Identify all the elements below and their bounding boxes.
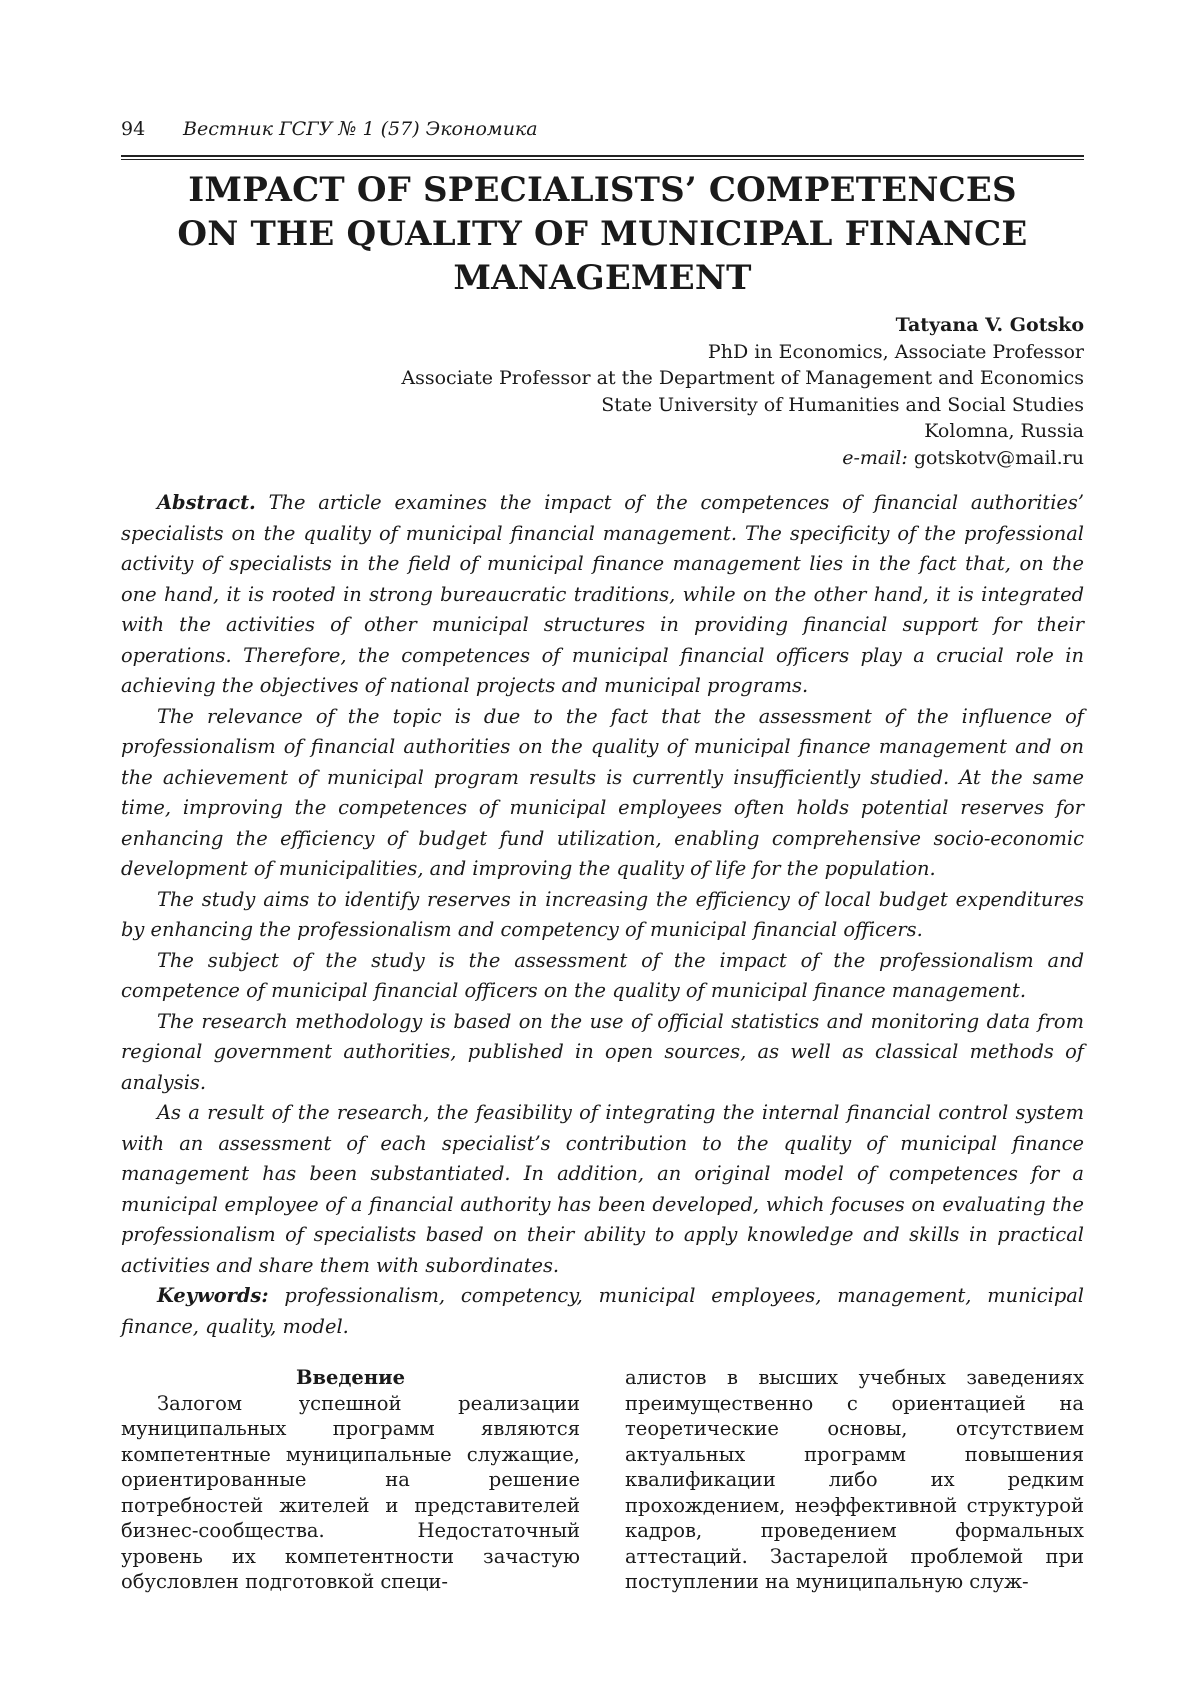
running-header — [121, 118, 1084, 140]
section-heading-introduction: Введение — [296, 1366, 405, 1389]
abstract-text: The article examines the impact of the competences of financial authorities’ specialists on the quality of municipal financial management. The specificity of the professional activity of specialists in the field of municipal finance management lies in the fact that, on the one hand, it is rooted in strong bureaucratic traditions, while on the other hand, it is integrated with the activities of other municipal structures in providing financial support for their operations. Therefore, the competences of municipal financial officers play a crucial role in achieving the objectives of national projects and municipal programs. — [121, 491, 1084, 697]
author-email[interactable]: gotskotv@mail.ru — [913, 446, 1084, 469]
title-line: ON THE QUALITY OF MUNICIPAL FINANCE — [177, 214, 1028, 254]
author-block — [121, 312, 1084, 471]
abstract-paragraph — [121, 488, 1084, 702]
author-name: Tatyana V. Gotsko — [895, 314, 1084, 336]
abstract — [121, 488, 1084, 1342]
author-position: Associate Professor at the Department of Management and Economics — [401, 367, 1084, 389]
body-paragraph: алистов в высших учебных заведениях преимущественно с ориентацией на теоретические основы, отсутствием актуальных программ повышения квалификации либо их редким прохождением, неэффективной структурой кадров, проведением формальных аттестаций. Застарелой проблемой при поступлении на муниципальную служ- — [625, 1366, 1084, 1593]
right-column — [625, 1365, 1084, 1595]
keywords-paragraph — [121, 1281, 1084, 1342]
abstract-paragraph: The research methodology is based on the use of official statistics and monitoring data from regional government authorities, published in open sources, as well as classical methods of analysis. — [121, 1009, 1084, 1094]
title-line: MANAGEMENT — [453, 258, 752, 298]
keywords-lead: Keywords: — [157, 1284, 269, 1307]
abstract-paragraph: The subject of the study is the assessment of the impact of the professionalism and competence of municipal financial officers on the quality of municipal finance management. — [121, 948, 1084, 1002]
body-columns — [121, 1365, 1084, 1595]
left-column — [121, 1365, 580, 1595]
abstract-paragraph: The relevance of the topic is due to the fact that the assessment of the influence of professionalism of financial authorities on the quality of municipal finance management and on the achievement of municipal program results is currently insufficiently studied. At the same time, improving the competences of municipal employees often holds potential reserves for enhancing the efficiency of budget fund utilization, enabling comprehensive socio-economic development of municipalities, and improving the quality of life for the population. — [121, 704, 1084, 880]
title-line: IMPACT OF SPECIALISTS’ COMPETENCES — [188, 170, 1017, 210]
abstract-paragraph: The study aims to identify reserves in increasing the efficiency of local budget expenditures by enhancing the professionalism and competency of municipal financial officers. — [121, 887, 1084, 941]
article-title — [121, 168, 1084, 300]
author-university: State University of Humanities and Social Studies — [601, 393, 1084, 416]
author-email-line — [121, 445, 1084, 472]
header-rule — [121, 155, 1084, 157]
journal-name: Вестник ГСГУ № 1 (57) Экономика — [183, 118, 538, 140]
body-paragraph: Залогом успешной реализации муниципальных программ являются компетентные муниципальные служащие, ориентированные на решение потребностей жителей и представителей бизнес-сообщества. Недостаточный уровень их компетентности зачастую обусловлен подготовкой специ- — [121, 1391, 580, 1593]
page-number: 94 — [121, 118, 146, 140]
abstract-paragraph: As a result of the research, the feasibility of integrating the internal financial control system with an assessment of each specialist’s contribution to the quality of municipal finance management has been substantiated. In addition, an original model of competences for a municipal employee of a financial authority has been developed, which focuses on evaluating the professionalism of specialists based on their ability to apply knowledge and skills in practical activities and share them with subordinates. — [121, 1101, 1084, 1277]
keywords-text: professionalism, competency, municipal employees, management, municipal finance, quality, model. — [121, 1284, 1084, 1338]
author-degree: PhD in Economics, Associate Professor — [707, 340, 1084, 363]
author-location: Kolomna, Russia — [924, 420, 1084, 442]
header-rule-thin — [121, 159, 1084, 160]
email-label: e-mail: — [842, 446, 908, 469]
abstract-lead: Abstract. — [157, 491, 256, 514]
